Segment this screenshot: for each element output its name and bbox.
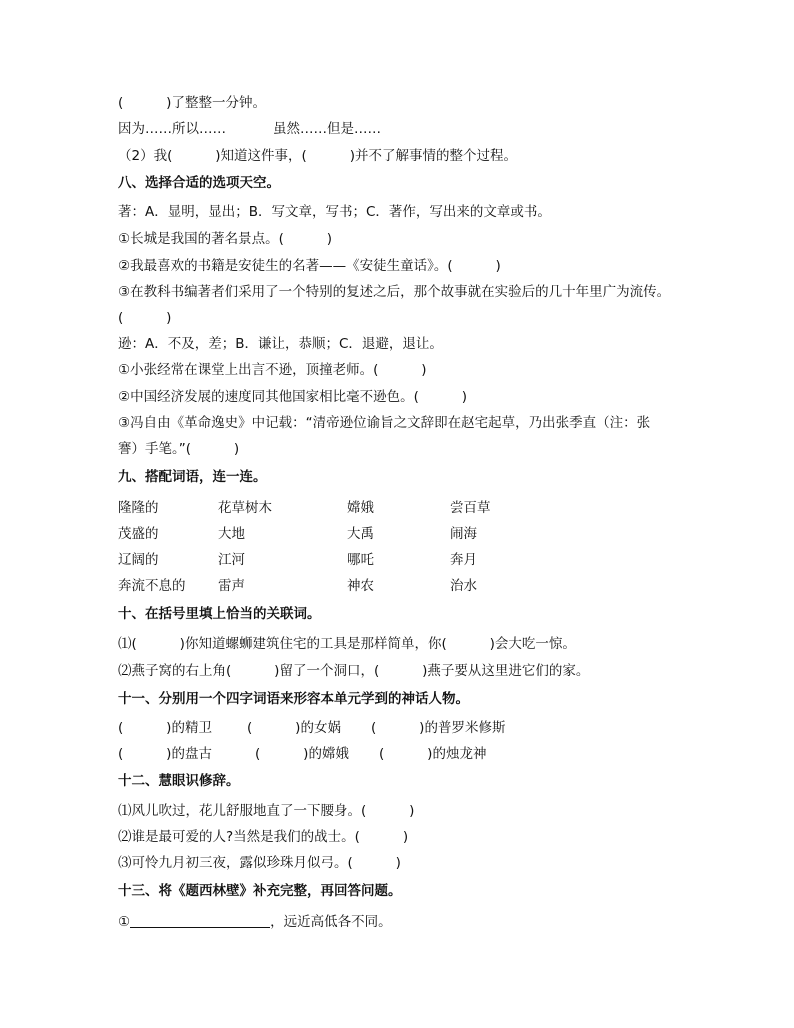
match-word: 治水 <box>450 578 477 594</box>
myth-item: ( )的烛龙神 <box>379 746 487 762</box>
myth-item: ( )的女娲 <box>247 720 341 736</box>
myth-item: ( )的盘古 <box>118 746 212 762</box>
match-word: 大地 <box>218 526 245 542</box>
text-line: ⑵谁是最可爱的人?当然是我们的战士。( ) <box>118 829 409 845</box>
section-heading: 十、在括号里填上恰当的关联词。 <box>118 606 321 622</box>
text-line: ⑴风儿吹过，花儿舒服地直了一下腰身。( ) <box>118 803 415 819</box>
match-word: 雷声 <box>218 578 245 594</box>
text-line: ②我最喜欢的书籍是安徒生的名著——《安徒生童话》。( ) <box>118 258 501 274</box>
match-word: 茂盛的 <box>118 526 159 542</box>
match-word: 尝百草 <box>450 500 491 516</box>
connective-option: 虽然……但是…… <box>273 121 381 137</box>
myth-item: ( )的普罗米修斯 <box>371 720 506 736</box>
text-line: 著：A．显明，显出；B．写文章，写书；C．著作，写出来的文章或书。 <box>118 204 551 220</box>
match-word: 奔流不息的 <box>118 578 186 594</box>
connective-option: 因为……所以…… <box>118 121 226 137</box>
text-line: 謇）手笔。”( ) <box>118 441 240 457</box>
match-word: 闹海 <box>450 526 477 542</box>
text-line: ⑶可怜九月初三夜，露似珍珠月似弓。( ) <box>118 855 401 871</box>
match-word: 大禹 <box>347 526 374 542</box>
text-line: 逊：A．不及，差；B．谦让，恭顺；C．退避，退让。 <box>118 336 443 352</box>
match-word: 嫦娥 <box>347 500 374 516</box>
item-marker: ① <box>118 914 131 930</box>
text-line: （2）我( )知道这件事，( )并不了解事情的整个过程。 <box>118 148 517 164</box>
match-word: 神农 <box>347 578 374 594</box>
text-line: ( ) <box>118 310 172 326</box>
text-line: ⑴( )你知道螺蛳建筑住宅的工具是那样简单，你( )会大吃一惊。 <box>118 636 576 652</box>
match-word: 江河 <box>218 552 245 568</box>
text-line: ②中国经济发展的速度同其他国家相比毫不逊色。( ) <box>118 389 468 405</box>
section-heading: 九、搭配词语，连一连。 <box>118 469 267 485</box>
text-line: ③冯自由《革命逸史》中记载：“清帝逊位谕旨之文辞即在赵宅起草，乃出张季直（注：张 <box>118 415 651 431</box>
poem-text: ，远近高低各不同。 <box>270 914 392 930</box>
match-word: 哪吒 <box>347 552 374 568</box>
section-heading: 十二、慧眼识修辞。 <box>118 773 240 789</box>
text-line: ( )了整整一分钟。 <box>118 95 266 111</box>
text-line: ③在教科书编著者们采用了一个特别的复述之后，那个故事就在实验后的几十年里广为流传。 <box>118 284 671 300</box>
text-line: ⑵燕子窝的右上角( )留了一个洞口，( )燕子要从这里进它们的家。 <box>118 663 590 679</box>
section-heading: 十三、将《题西林壁》补充完整，再回答问题。 <box>118 883 402 899</box>
match-word: 隆隆的 <box>118 500 159 516</box>
myth-item: ( )的嫦娥 <box>255 746 349 762</box>
poem-fill-line <box>118 913 392 931</box>
section-heading: 八、选择合适的选项天空。 <box>118 175 280 191</box>
match-word: 辽阔的 <box>118 552 159 568</box>
section-heading: 十一、分别用一个四字词语来形容本单元学到的神话人物。 <box>118 691 469 707</box>
text-line: ①小张经常在课堂上出言不逊，顶撞老师。( ) <box>118 362 427 378</box>
answer-blank[interactable] <box>130 913 270 928</box>
match-word: 花草树木 <box>218 500 272 516</box>
match-word: 奔月 <box>450 552 477 568</box>
myth-item: ( )的精卫 <box>118 720 212 736</box>
text-line: ①长城是我国的著名景点。( ) <box>118 231 333 247</box>
